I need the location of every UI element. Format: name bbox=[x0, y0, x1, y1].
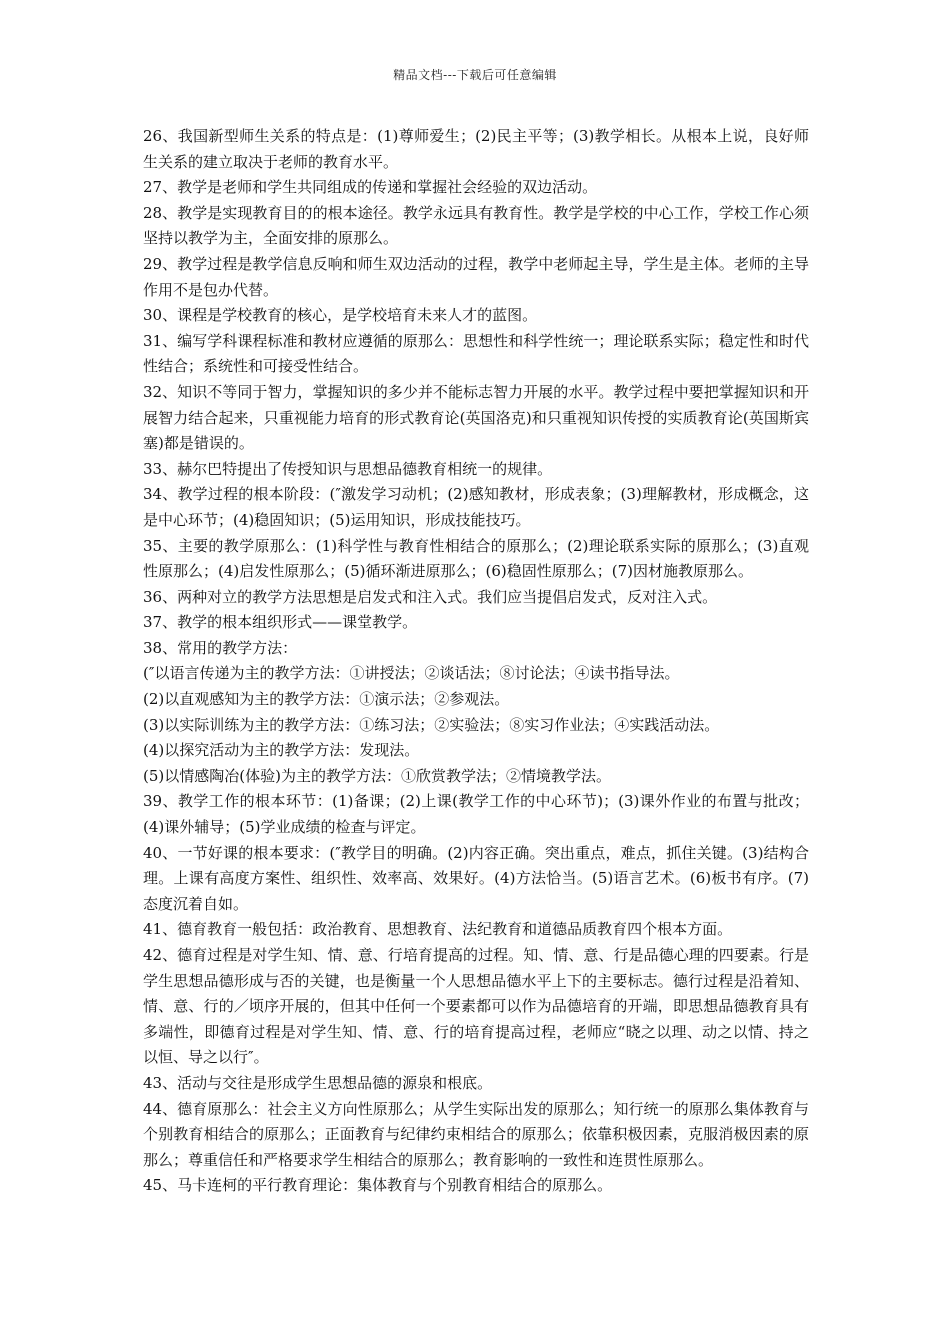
paragraph-34: 34、教学过程的根本阶段：(″激发学习动机；(2)感知教材，形成表象；(3)理解教材，形成概念，这是中心环节；(4)稳固知识；(5)运用知识，形成技能技巧。 bbox=[143, 485, 809, 529]
paragraph-36: 36、两种对立的教学方法思想是启发式和注入式。我们应当提倡启发式，反对注入式。 bbox=[143, 587, 718, 606]
paragraph-43: 43、活动与交往是形成学生思想品德的源泉和根底。 bbox=[143, 1073, 493, 1092]
paragraph-42: 42、德育过程是对学生知、情、意、行培育提高的过程。知、情、意、行是品德心理的四要素。行是学生思想品德形成与否的关键，也是衡量一个人思想品德水平上下的主要标志。德行过程是沿着知、情、意、行的／顷序开展的，但其中任何一个要素都可以作为品德培育的开端，即思想品德教育具有多端性，即德育过程是对学生知、情、意、行的培育提高过程，老师应“晓之以理、动之以情、持之以恒、导之以行″。 bbox=[143, 946, 809, 1067]
method-item-4: (4)以探究活动为主的教学方法：发现法。 bbox=[143, 741, 420, 760]
page-header: 精品文档---下载后可任意编辑 bbox=[393, 68, 557, 82]
paragraph-41: 41、德育教育一般包括：政治教育、思想教育、法纪教育和道德品质教育四个根本方面。 bbox=[143, 920, 733, 939]
paragraph-29: 29、教学过程是教学信息反响和师生双边活动的过程，教学中老师起主导，学生是主体。老师的主导作用不是包办代替。 bbox=[143, 254, 809, 299]
paragraph-27: 27、教学是老师和学生共同组成的传递和掌握社会经验的双边活动。 bbox=[143, 178, 598, 197]
paragraph-32: 32、知识不等同于智力，掌握知识的多少并不能标志智力开展的水平。教学过程中要把掌握知识和开展智力结合起来，只重视能力培育的形式教育论(英国洛克)和只重视知识传授的实质教育论(英国斯宾塞)都是错误的。 bbox=[143, 382, 809, 453]
paragraph-28: 28、教学是实现教育目的的根本途径。教学永远具有教育性。教学是学校的中心工作，学校工作心须坚持以教学为主，全面安排的原那么。 bbox=[143, 203, 809, 248]
document-body bbox=[143, 124, 809, 1199]
paragraph-37: 37、教学的根本组织形式——课堂教学。 bbox=[143, 613, 418, 632]
paragraph-39: 39、教学工作的根本环节：(1)备课；(2)上课(教学工作的中心环节)；(3)课外作业的布置与批改；(4)课外辅导；(5)学业成绩的检查与评定。 bbox=[143, 792, 809, 837]
paragraph-26: 26、我国新型师生关系的特点是：(1)尊师爱生；(2)民主平等；(3)教学相长。从根本上说，良好师生关系的建立取决于老师的教育水平。 bbox=[143, 127, 809, 171]
method-item-2: (2)以直观感知为主的教学方法：①演示法；②参观法。 bbox=[143, 690, 510, 709]
method-item-3: (3)以实际训练为主的教学方法：①练习法；②实验法；⑧实习作业法；④实践活动法。 bbox=[143, 715, 720, 734]
paragraph-40: 40、一节好课的根本要求：(″教学目的明确。(2)内容正确。突出重点，难点，抓住关键。(3)结构合理。上课有高度方案性、组织性、效率高、效果好。(4)方法恰当。(5)语言艺术。(6)板书有序。(7)态度沉着自如。 bbox=[143, 843, 809, 913]
paragraph-33: 33、赫尔巴特提出了传授知识与思想品德教育相统一的规律。 bbox=[143, 459, 553, 478]
paragraph-38: 38、常用的教学方法： bbox=[143, 638, 298, 657]
paragraph-30: 30、课程是学校教育的核心，是学校培育未来人才的蓝图。 bbox=[143, 306, 538, 325]
paragraph-45: 45、马卡连柯的平行教育理论：集体教育与个别教育相结合的原那么。 bbox=[143, 1176, 613, 1195]
paragraph-44: 44、德育原那么：社会主义方向性原那么；从学生实际出发的原那么；知行统一的原那么集体教育与个别教育相结合的原那么；正面教育与纪律约束相结合的原那么；依靠积极因素，克服消极因素的原那么；尊重信任和严格要求学生相结合的原那么；教育影响的一致性和连贯性原那么。 bbox=[143, 1099, 809, 1169]
method-item-5: (5)以情感陶冶(体验)为主的教学方法：①欣赏教学法；②情境教学法。 bbox=[143, 766, 611, 785]
paragraph-31: 31、编写学科课程标准和教材应遵循的原那么：思想性和科学性统一；理论联系实际；稳定性和时代性结合；系统性和可接受性结合。 bbox=[143, 331, 809, 376]
paragraph-35: 35、主要的教学原那么：(1)科学性与教育性相结合的原那么；(2)理论联系实际的原那么；(3)直观性原那么；(4)启发性原那么；(5)循环渐进原那么；(6)稳固性原那么；(7)因材施教原那么。 bbox=[143, 536, 809, 581]
method-item-1: (″以语言传递为主的教学方法：①讲授法；②谈话法；⑧讨论法；④读书指导法。 bbox=[143, 664, 680, 683]
